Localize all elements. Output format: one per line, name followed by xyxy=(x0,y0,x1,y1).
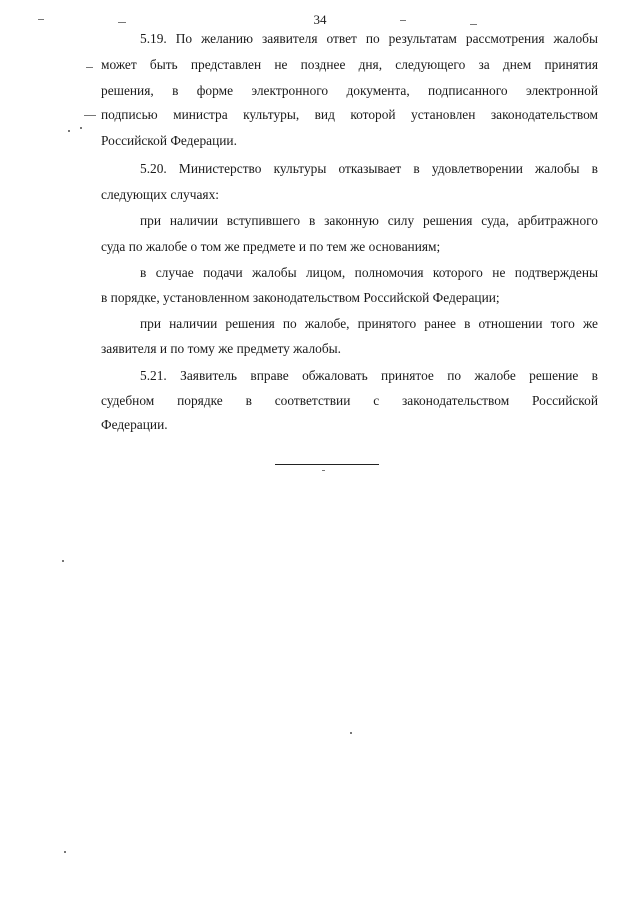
scan-speck xyxy=(64,851,66,853)
scan-speck xyxy=(400,20,406,21)
scan-speck xyxy=(350,732,352,734)
paragraph-5-20-line-2: следующих случаях: xyxy=(101,187,219,202)
paragraph-5-19-line-4: подписью министра культуры, вид которой установлен законодательством xyxy=(101,107,598,122)
case-1-line-2: суда по жалобе о том же предмете и по тем же основаниям; xyxy=(101,239,441,254)
paragraph-5-21-line-2: судебном порядке в соответствии с законодательством Российской xyxy=(101,393,598,408)
case-2-line-1: в случае подачи жалобы лицом, полномочия которого не подтверждены xyxy=(140,265,598,280)
paragraph-5-19-line-3: решения, в форме электронного документа, подписанного электронной xyxy=(101,83,598,98)
scan-speck xyxy=(322,470,325,471)
case-3-line-2: заявителя и по тому же предмету жалобы. xyxy=(101,341,342,356)
paragraph-5-20-line-1: 5.20. Министерство культуры отказывает в удовлетворении жалобы в xyxy=(140,161,598,176)
scan-speck xyxy=(62,560,64,562)
end-separator-line xyxy=(275,464,379,465)
case-2-line-2: в порядке, установленном законодательством Российской Федерации; xyxy=(101,290,500,305)
scan-speck xyxy=(80,127,82,129)
scan-speck xyxy=(470,24,477,25)
page-number: 34 xyxy=(313,12,327,27)
scan-speck xyxy=(118,22,126,23)
case-1-line-1: при наличии вступившего в законную силу решения суда, арбитражного xyxy=(140,213,598,228)
scan-speck xyxy=(86,67,93,68)
paragraph-5-19-line-5: Российской Федерации. xyxy=(101,133,237,148)
scan-speck xyxy=(84,115,96,116)
paragraph-5-19-line-2: может быть представлен не позднее дня, следующего за днем принятия xyxy=(101,57,598,72)
paragraph-5-19-line-1: 5.19. По желанию заявителя ответ по результатам рассмотрения жалобы xyxy=(140,31,598,46)
paragraph-5-21-line-1: 5.21. Заявитель вправе обжаловать принятое по жалобе решение в xyxy=(140,368,598,383)
scan-speck xyxy=(38,19,44,20)
paragraph-5-21-line-3: Федерации. xyxy=(101,417,168,432)
case-3-line-1: при наличии решения по жалобе, принятого ранее в отношении того же xyxy=(140,316,598,331)
scan-speck xyxy=(68,130,70,132)
